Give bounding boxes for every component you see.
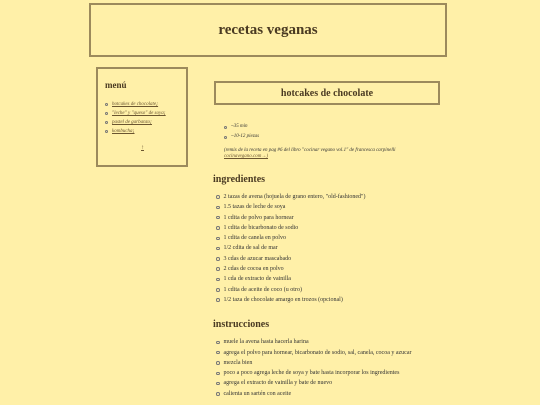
list-item (216, 254, 533, 264)
recipe-title-box (214, 81, 440, 105)
list-item (216, 389, 533, 399)
ingredient-text: 1 cdita de polvo para hornear (223, 214, 294, 221)
menu-item (105, 100, 180, 109)
menu-list (105, 100, 180, 136)
instructions-heading: instrucciones (213, 319, 270, 331)
instruction-text: poco a poco agrega leche de soya y bate hasta incorporar los ingredientes (223, 370, 400, 377)
bullet-icon (216, 257, 220, 261)
instruction-text: calienta un sartén con aceite (223, 390, 292, 397)
menu-item (105, 127, 180, 136)
list-item (216, 348, 533, 358)
bullet-icon (224, 136, 227, 139)
ingredient-text: 1.5 tazas de leche de soya (223, 204, 286, 211)
site-title: recetas veganas (218, 21, 318, 38)
ingredient-text: 1 cdita de aceite de coco (u otro) (223, 286, 302, 293)
bullet-icon (216, 288, 220, 292)
instruction-text: agrega el polvo para hornear, bicarbonato de sodio, sal, canela, cocoa y azucar (223, 349, 412, 356)
meta-time: ~35 min (231, 124, 248, 129)
bullet-icon (216, 382, 220, 386)
list-item (216, 233, 533, 243)
site-header (89, 3, 447, 57)
ingredients-list (213, 192, 533, 305)
list-item (216, 223, 533, 233)
ingredients-heading: ingredientes (213, 174, 266, 185)
menu-link-kombucha[interactable]: kombucha¡ (112, 129, 135, 134)
instructions-list (213, 337, 533, 399)
ingredient-text: 1 cda de extracto de vainilla (223, 276, 291, 283)
recipe-title: hotcakes de chocolate (280, 87, 374, 99)
meta-item (224, 132, 533, 142)
bullet-icon (216, 247, 220, 251)
list-item (216, 264, 533, 274)
back-to-top-link[interactable]: ↑ (141, 145, 144, 151)
bullet-icon (216, 216, 220, 220)
bullet-icon (216, 226, 220, 230)
list-item (216, 285, 533, 295)
ingredient-text: 1 cdita de bicarbonato de sodio (223, 224, 299, 231)
ingredient-text: 2 cdas de cocoa en polvo (223, 266, 284, 273)
menu-link-pastel[interactable]: pastel de garbanzo¡ (112, 120, 152, 125)
list-item (216, 295, 533, 305)
list-item (216, 192, 533, 202)
bullet-icon (216, 278, 220, 282)
list-item (216, 202, 533, 212)
list-item (216, 243, 533, 253)
recipe-source (224, 148, 533, 160)
menu-sidebar (96, 67, 188, 167)
menu-title: menú (105, 80, 127, 90)
bullet-icon (105, 130, 108, 133)
bullet-icon (216, 361, 220, 365)
list-item (216, 337, 533, 347)
ingredient-text: 1 cdita de canela en polvo (223, 235, 286, 242)
bullet-icon (216, 341, 220, 345)
recipe-content (213, 122, 533, 399)
bullet-icon (105, 112, 108, 115)
bullet-icon (216, 351, 220, 355)
list-item (216, 213, 533, 223)
menu-item (105, 109, 180, 118)
ingredient-text: 1/2 taza de chocolate amargo en trozos (opcional) (223, 296, 343, 303)
bullet-icon (216, 298, 220, 302)
menu-link-hotcakes[interactable]: hotcakes de chocolate¡ (112, 102, 159, 107)
list-item (216, 274, 533, 284)
list-item (216, 378, 533, 388)
instruction-text: agrega el extracto de vainilla y bate de nuevo (223, 380, 333, 387)
instruction-text: mezcla bien (223, 359, 253, 366)
bullet-icon (216, 267, 220, 271)
ingredient-text: 1/2 cdita de sal de mar (223, 245, 278, 252)
bullet-icon (216, 372, 220, 376)
bullet-icon (216, 237, 220, 241)
bullet-icon (105, 103, 108, 106)
instruction-text: muele la avena hasta hacerla harina (223, 339, 309, 346)
meta-item (224, 122, 533, 132)
bullet-icon (216, 195, 220, 199)
source-text: (remix de la receta en pag #6 del libro "cocinar vegano vol.1" de francesca carpinelli (224, 148, 396, 153)
ingredient-text: 3 cdas de azucar mascabado (223, 255, 292, 262)
bullet-icon (105, 121, 108, 124)
menu-item (105, 118, 180, 127)
bullet-icon (216, 392, 220, 396)
menu-link-leche-queso[interactable]: "leche" y "queso" de soya¡ (112, 111, 166, 116)
ingredient-text: 2 tazas de avena (hojuela de grano entero, "old-fashioned") (223, 194, 366, 200)
list-item (216, 358, 533, 368)
bullet-icon (224, 126, 227, 129)
recipe-meta (213, 122, 533, 142)
list-item (216, 368, 533, 378)
source-link[interactable]: cocinavegano.com→) (224, 154, 269, 159)
bullet-icon (216, 206, 220, 210)
meta-yield: ~10-12 piezas (231, 134, 260, 139)
